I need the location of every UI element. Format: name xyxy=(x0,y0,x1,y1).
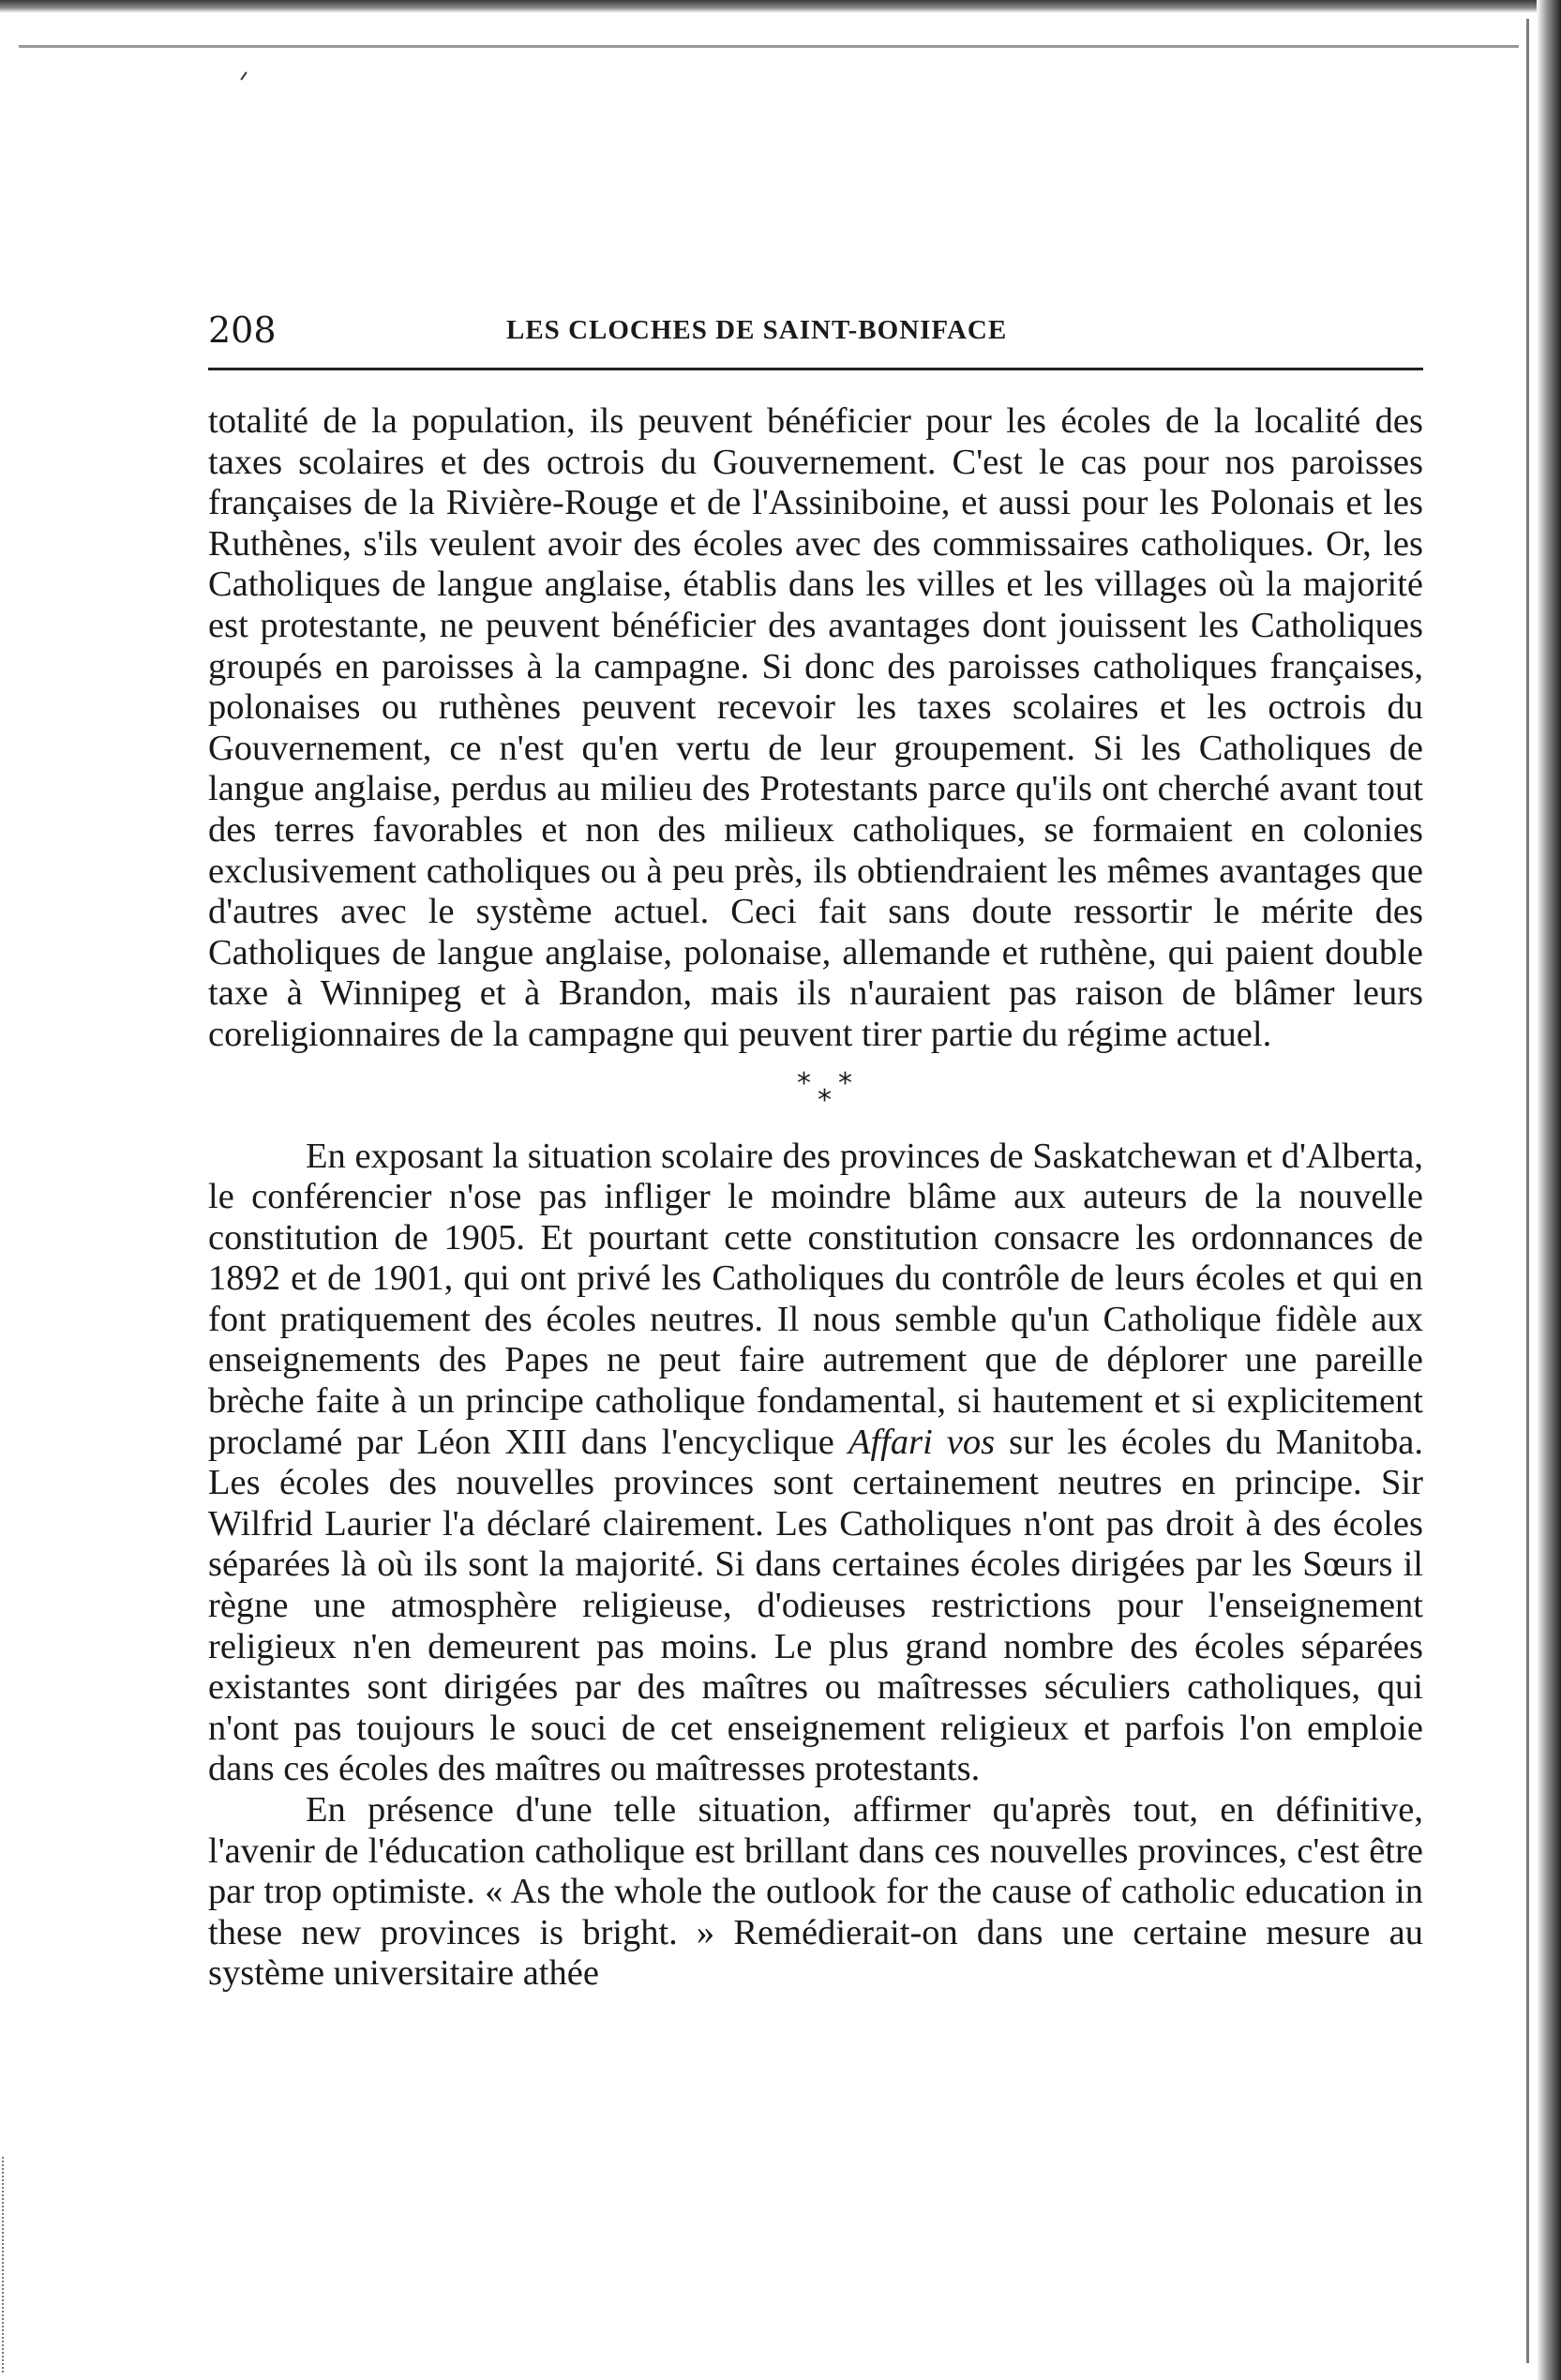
running-title: LES CLOCHES DE SAINT-BONIFACE xyxy=(506,315,1008,345)
page-header xyxy=(208,309,1423,368)
scan-top-border xyxy=(0,0,1561,13)
paragraph-2 xyxy=(208,1137,1423,1791)
separator-asterisk: * xyxy=(797,1066,811,1100)
separator-asterisk: * xyxy=(818,1083,832,1117)
section-separator xyxy=(208,1056,1423,1137)
paragraph-1: totalité de la population, ils peuvent bénéficier pour les écoles de la localité des taxes scolaires et des octrois du Gouvernement. C'est le cas pour nos paroisses françaises de la Rivière-Rouge et de l'Assiniboine, et aussi pour les Polonais et les Ruthènes, s'ils veulent avoir des écoles avec des commissaires catholiques. Or, les Catholiques de langue anglaise, établis dans les villes et les villages où la majorité est protestante, ne peuvent bénéficier des avantages dont jouissent les Catholiques groupés en paroisses à la campagne. Si donc des paroisses catholiques françaises, polonaises ou ruthènes peuvent recevoir les taxes scolaires et les octrois du Gouvernement, ce n'est qu'en vertu de leur groupement. Si les Catholiques de langue anglaise, perdus au milieu des Protestants parce qu'ils ont cherché avant tout des terres favorables et non des milieux catholiques, se formaient en colonies exclusivement catholiques ou à peu près, ils obtiendraient les mêmes avantages que d'autres avec le système actuel. Ceci fait sans doute ressortir le mérite des Catholiques de langue anglaise, polonaise, allemande et ruthène, qui paient double taxe à Winnipeg et à Brandon, mais ils n'auraient pas raison de blâmer leurs coreligionnaires de la campagne qui peuvent tirer partie du régime actuel. xyxy=(208,401,1423,1054)
paragraph-3: En présence d'une telle situation, affirmer qu'après tout, en définitive, l'avenir de l'éducation catholique est brillant dans ces nouvelles provinces, c'est être par trop optimiste. « As the whole the outlook for the cause of catholic education in these new provinces is bright. » Remédierait-on dans une certaine mesure au système universitaire athée xyxy=(208,1790,1423,1994)
scan-left-specks xyxy=(2,2157,17,2372)
paragraph-2-part-1: En exposant la situation scolaire des provinces de Saskatchewan et d'Alberta, le conférencier n'ose pas infliger le moindre blâme aux auteurs de la nouvelle constitution de 1905. Et pourtant cette constitution consacre les ordonnances de 1892 et de 1901, qui ont privé les Catholiques du contrôle de leurs écoles et qui en font pratiquement des écoles neutres. Il nous semble qu'un Catholique fidèle aux enseignements des Papes ne peut faire autrement que de déplorer une pareille brèche faite à un principe catholique fondamental, si hautement et si explicitement proclamé par Léon XIII dans l'encyclique xyxy=(208,1136,1423,1462)
stray-pen-mark xyxy=(240,71,247,80)
scan-right-edge xyxy=(1537,0,1561,2380)
scan-right-line xyxy=(1526,19,1529,2363)
encyclical-title: Affari vos xyxy=(848,1422,996,1462)
paragraph-2-part-2: sur les écoles du Manitoba. Les écoles des nouvelles provinces sont certainement neutres en principe. Sir Wilfrid Laurier l'a déclaré clairement. Les Catholiques n'ont pas droit à des écoles séparées là où ils sont la majorité. Si dans certaines écoles dirigées par les Sœurs il règne une atmosphère religieuse, d'odieuses restrictions pour l'enseignement religieux n'en demeurent pas moins. Le plus grand nombre des écoles séparées existantes sont dirigées par des maîtres ou maîtresses séculiers catholiques, qui n'ont pas toujours le souci de cet enseignement religieux et parfois l'on emploie dans ces écoles des maîtres ou maîtresses protestants. xyxy=(208,1422,1423,1789)
page-number: 208 xyxy=(208,309,277,351)
header-rule xyxy=(208,368,1423,370)
scan-top-line xyxy=(19,45,1519,48)
separator-asterisk: * xyxy=(838,1066,852,1100)
body-text xyxy=(208,401,1423,1995)
book-page xyxy=(208,309,1423,368)
